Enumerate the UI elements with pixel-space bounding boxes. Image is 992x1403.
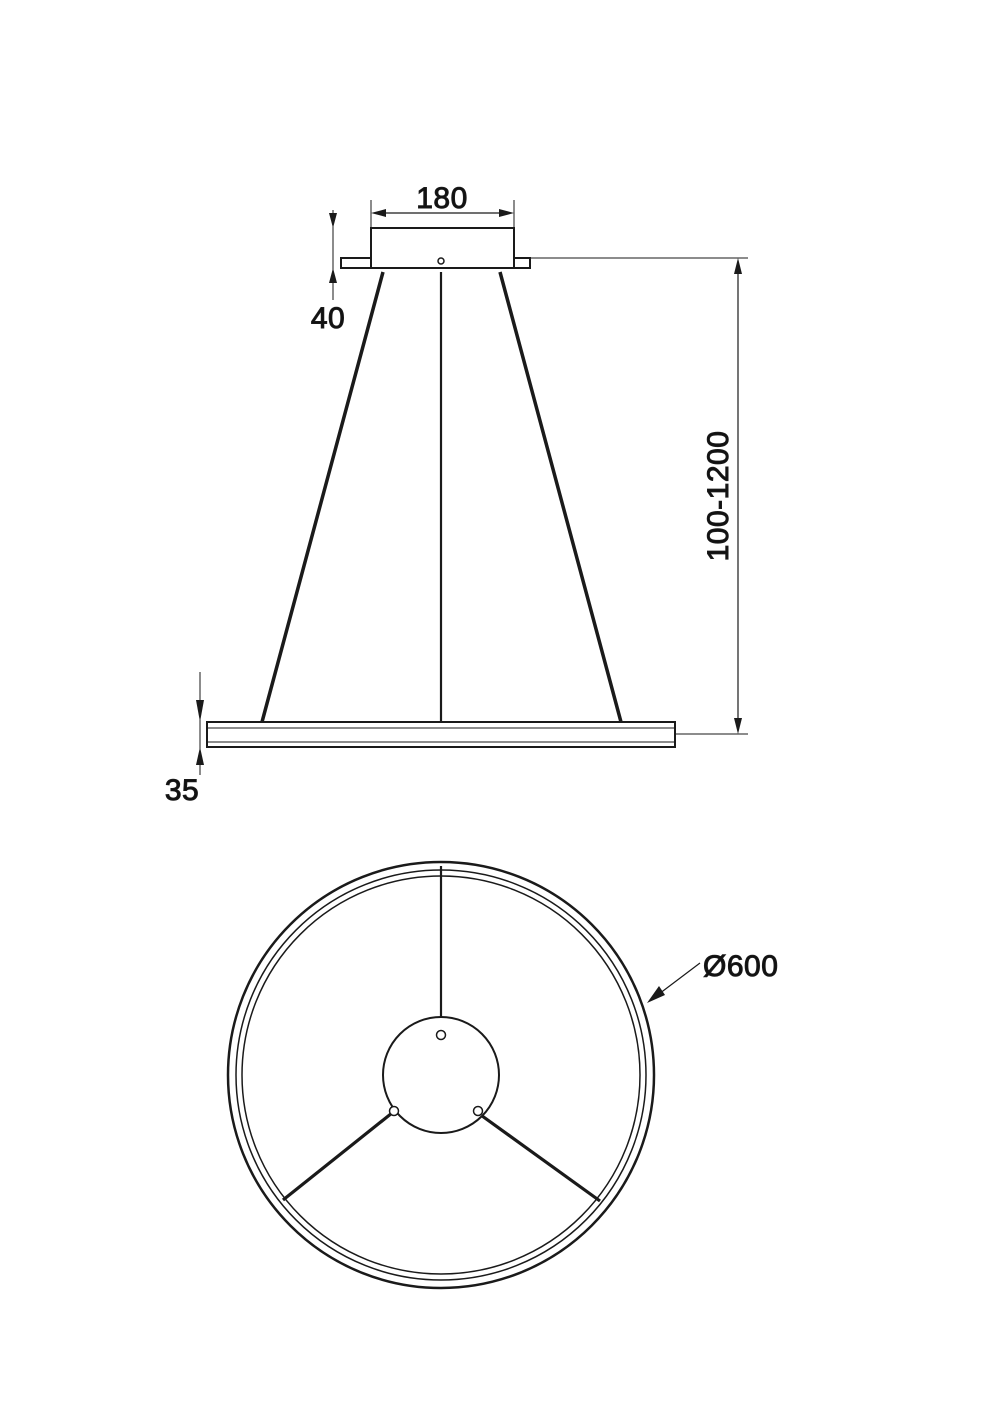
dimension-canopy-height [311, 210, 345, 335]
suspension-cables [262, 272, 621, 722]
elevation-view [165, 182, 748, 807]
dimension-label-canopy-width: 180 [416, 182, 468, 215]
plan-view [228, 862, 778, 1288]
ring-elevation [207, 722, 675, 747]
ceiling-canopy [341, 228, 530, 268]
dimension-canopy-width [371, 182, 514, 228]
dimension-suspension-height [530, 258, 748, 734]
dimension-ring-thickness [165, 672, 204, 807]
canopy-plan [383, 1017, 499, 1133]
dimension-label-ring-thickness: 35 [164, 774, 200, 807]
dimension-label-ring-diameter: Ø600 [703, 950, 779, 983]
dimension-label-canopy-height: 40 [310, 302, 346, 335]
dimension-ring-diameter [647, 950, 778, 1003]
dimension-label-suspension-height: 100-1200 [702, 430, 735, 562]
